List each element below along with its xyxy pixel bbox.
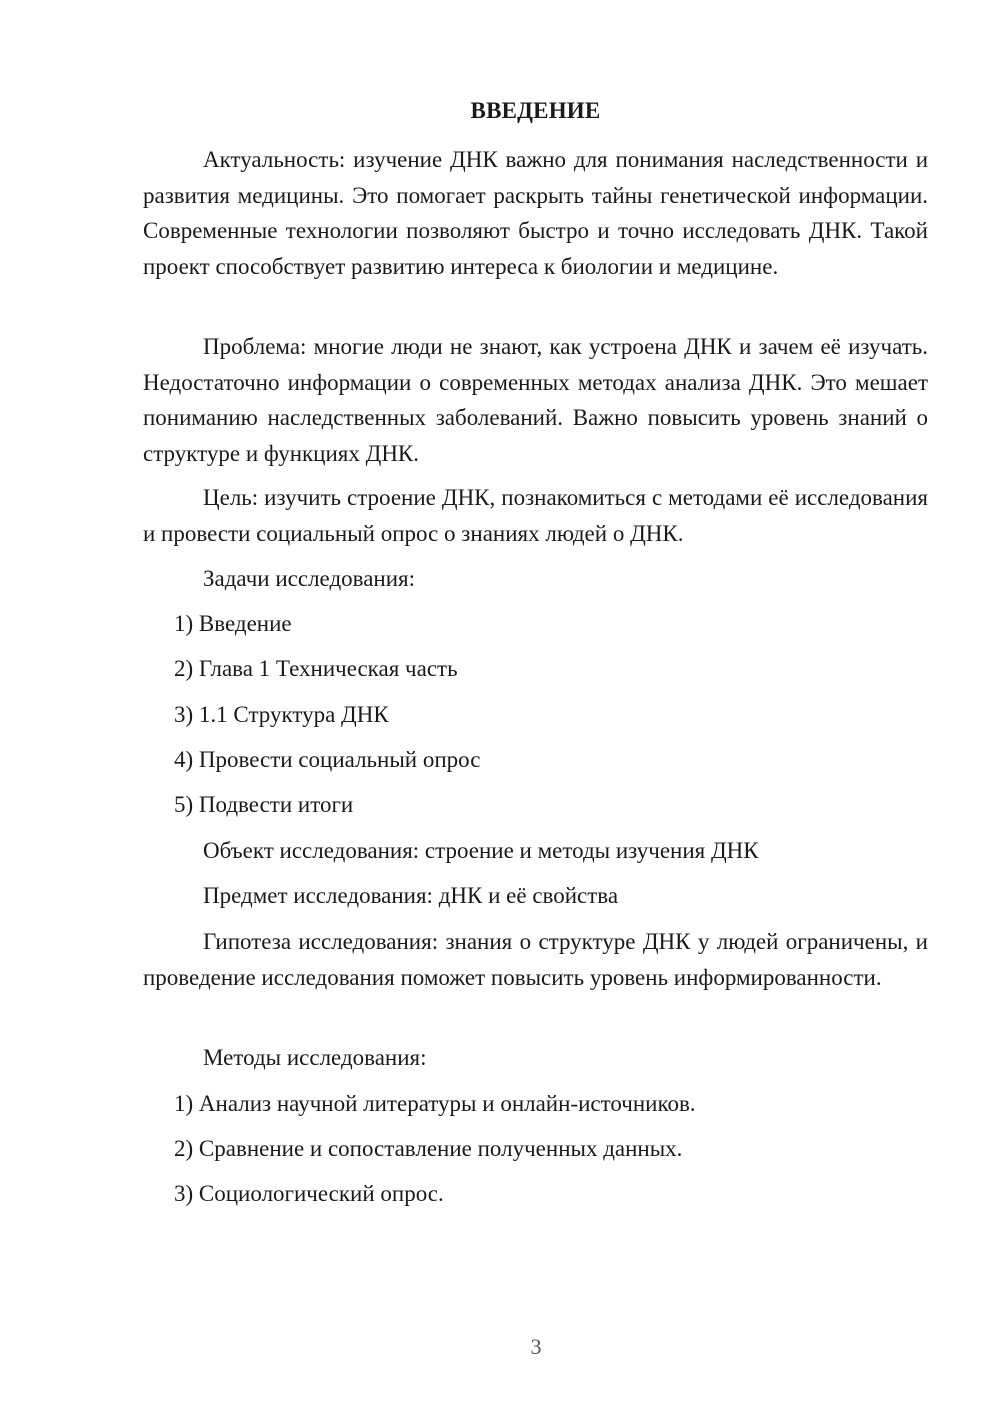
task-item: 4) Провести социальный опрос (174, 747, 481, 772)
research-subject: Предмет исследования: дНК и её свойства (203, 883, 619, 908)
page-number: 3 (530, 1334, 542, 1359)
tasks-heading: Задачи исследования: (203, 566, 416, 591)
methods-heading: Методы исследования: (203, 1045, 427, 1070)
research-object: Объект исследования: строение и методы изучения ДНК (203, 838, 759, 863)
task-item: 1) Введение (174, 611, 292, 636)
task-item: 3) 1.1 Структура ДНК (174, 702, 389, 727)
hypothesis-paragraph: Гипотеза исследования: знания о структуре ДНК у людей ограничены, и проведение исследования поможет повысить уровень информированности. (143, 929, 928, 990)
problem-paragraph: Проблема: многие люди не знают, как устроена ДНК и зачем её изучать. Недостаточно информации о современных методах анализа ДНК. Это мешает пониманию наследственных заболеваний. Важно повысить уровень знаний о структуре и функциях ДНК. (143, 334, 928, 466)
task-item: 5) Подвести итоги (174, 792, 354, 817)
task-item: 2) Глава 1 Техническая часть (174, 656, 458, 681)
goal-paragraph: Цель: изучить строение ДНК, познакомиться с методами её исследования и провести социальный опрос о знаниях людей о ДНК. (143, 485, 928, 546)
method-item: 2) Сравнение и сопоставление полученных данных. (174, 1136, 683, 1161)
relevance-paragraph: Актуальность: изучение ДНК важно для понимания наследственности и развития медицины. Это помогает раскрыть тайны генетической информации. Современные технологии позволяют быстро и точно исследовать ДНК. Такой проект способствует развитию интереса к биологии и медицине. (143, 147, 928, 279)
method-item: 1) Анализ научной литературы и онлайн-источников. (174, 1091, 696, 1116)
section-heading: ВВЕДЕНИЕ (470, 98, 601, 123)
method-item: 3) Социологический опрос. (174, 1181, 444, 1206)
